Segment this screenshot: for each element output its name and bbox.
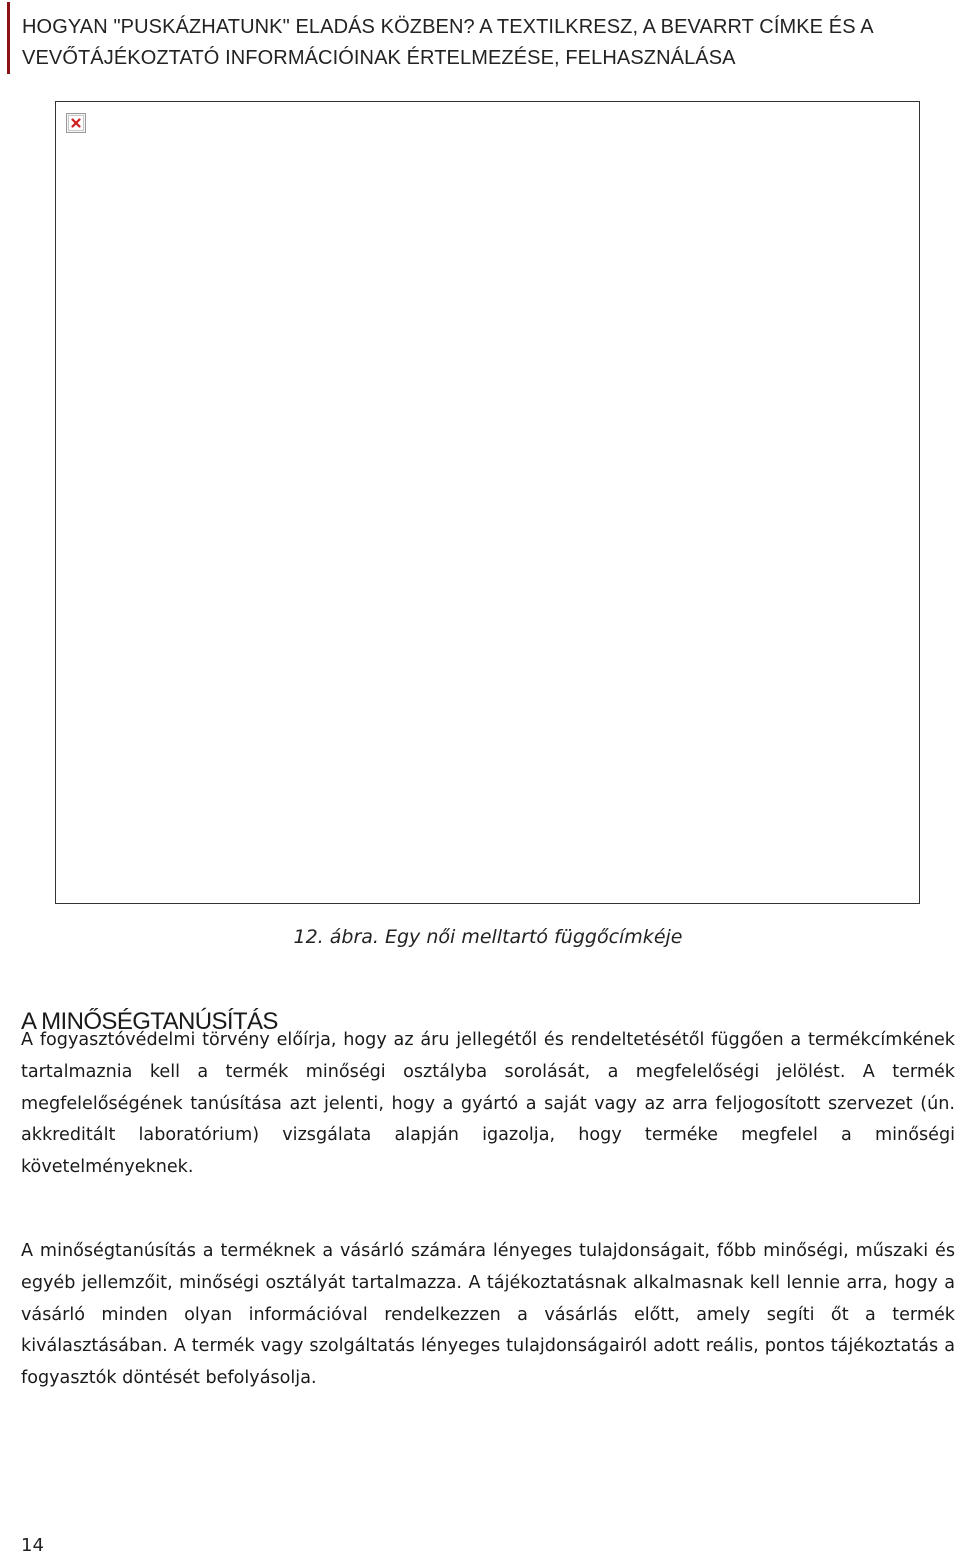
page-number: 14 xyxy=(21,1535,44,1556)
section-heading: A MINŐSÉGTANÚSÍTÁS xyxy=(21,1008,278,1035)
body-paragraph: A fogyasztóvédelmi törvény előírja, hogy az áru jellegétől és rendeltetésétől függően a termékcímkének tartalmaznia kell a termék minőségi osztályba sorolását, a megfelelőségi jelölést. A termék megfelelőségének tanúsítása azt jelenti, hogy a gyártó a saját vagy az arra feljogosított szervezet (ún. akkreditált laboratórium) vizsgálata alapján igazolja, hogy terméke megfelel a minőségi követelményeknek. xyxy=(21,1030,955,1178)
broken-image-icon xyxy=(66,113,86,133)
header-accent-bar xyxy=(7,2,10,74)
figure-image-placeholder xyxy=(55,101,920,904)
body-paragraph: A minőségtanúsítás a terméknek a vásárló számára lényeges tulajdonságait, főbb minőségi, műszaki és egyéb jellemzőit, minőségi osztályát tartalmazza. A tájékoztatásnak alkalmasnak kell lennie arra, hogy a vásárló minden olyan információval rendelkezzen a vásárlás előtt, amely segíti őt a termék kiválasztásában. A termék vagy szolgáltatás lényeges tulajdonságairól adott reális, pontos tájékoztatás a fogyasztók döntését befolyásolja. xyxy=(21,1241,955,1389)
header-title: HOGYAN "PUSKÁZHATUNK" ELADÁS KÖZBEN? A TEXTILKRESZ, A BEVARRT CÍMKE ÉS A VEVŐTÁJÉKOZTATÓ INFORMÁCIÓINAK ÉRTELMEZÉSE, FELHASZNÁLÁSA xyxy=(22,16,873,69)
figure-caption: 12. ábra. Egy női melltartó függőcímkéje xyxy=(293,926,683,948)
page-header xyxy=(0,0,960,74)
